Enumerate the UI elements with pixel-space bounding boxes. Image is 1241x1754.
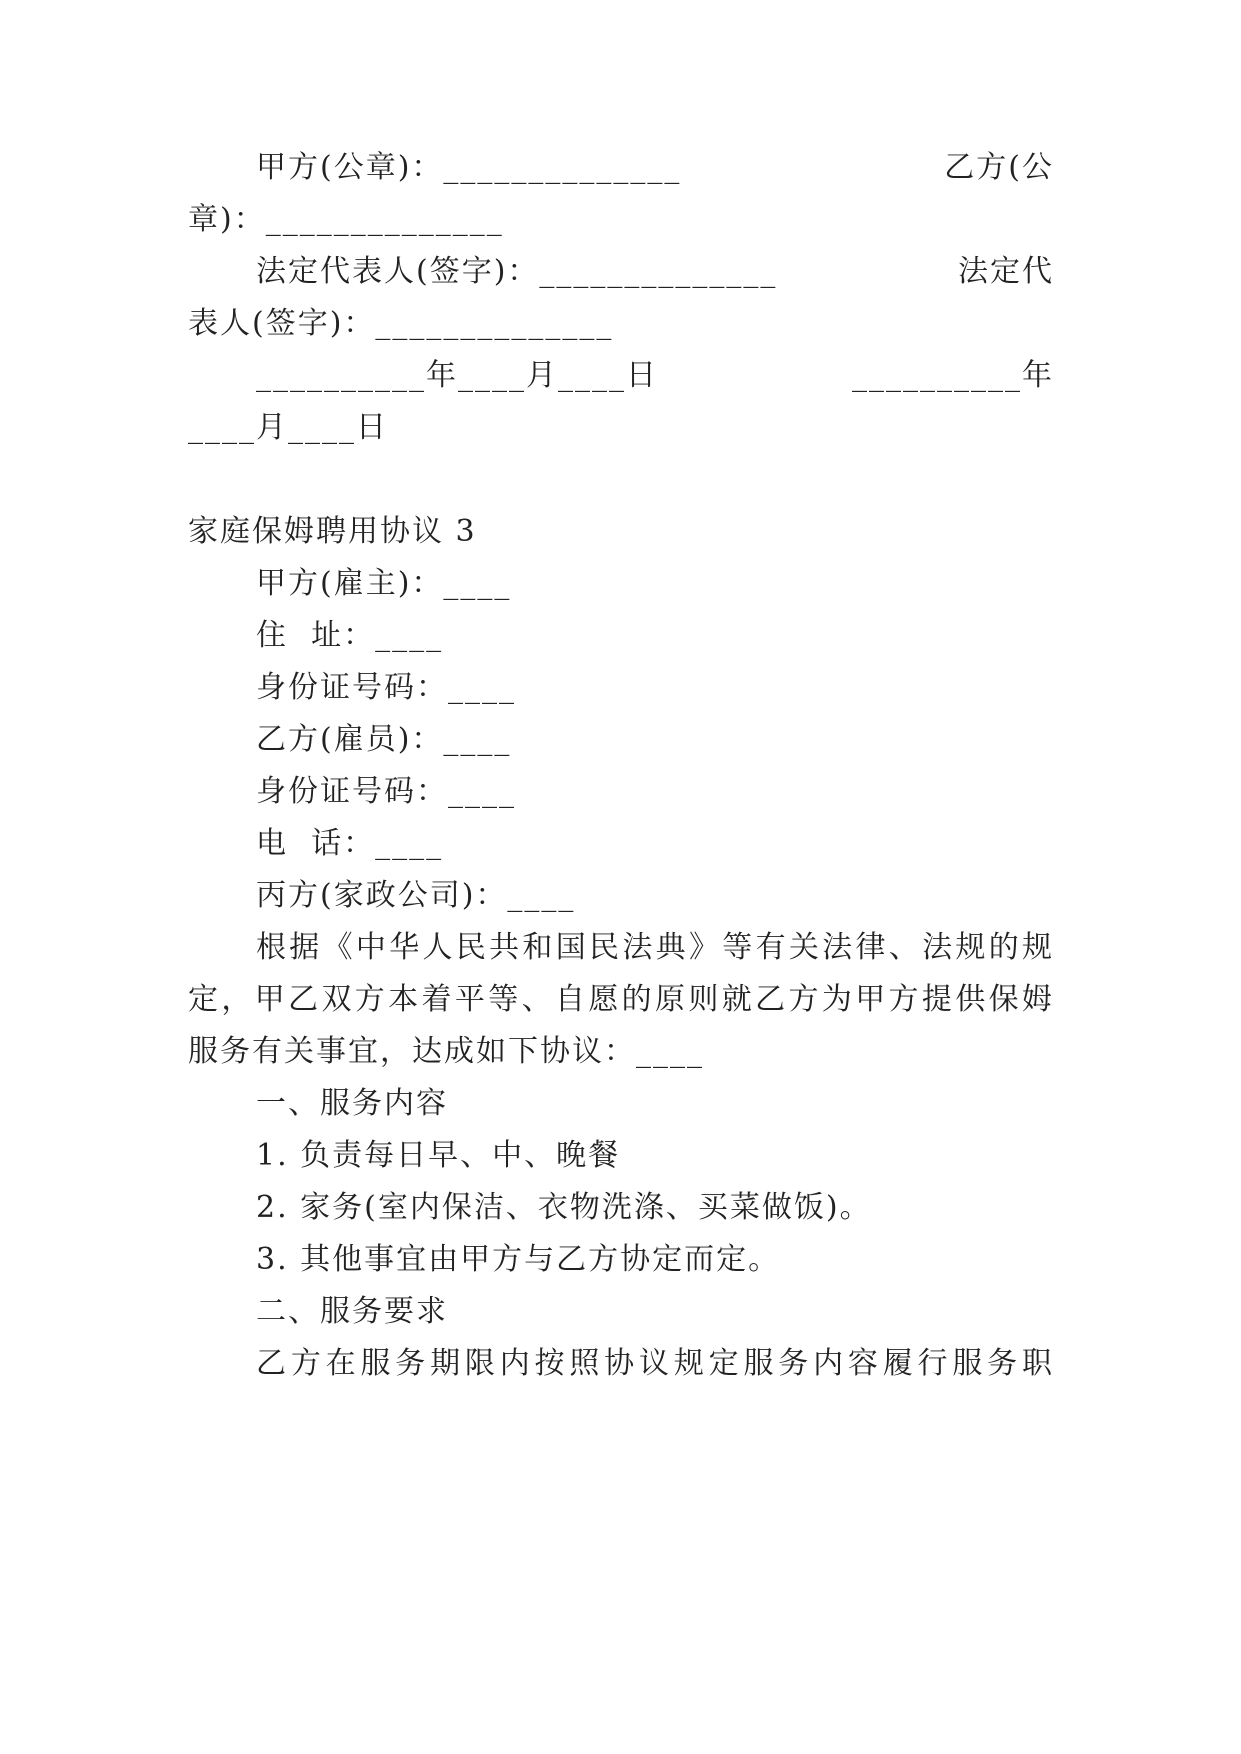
- service-item-2: 2. 家务(室内保洁、衣物洗涤、买菜做饭)。: [256, 1190, 872, 1225]
- party-b-rep-line-end: 表人(签字)：______________: [188, 306, 614, 341]
- requirements-line-1: 乙方在服务期限内按照协议规定服务内容履行服务职: [256, 1346, 1054, 1381]
- field-employee: 乙方(雇员)：____: [256, 722, 512, 757]
- party-a-date-line: __________年____月____日: [256, 358, 658, 393]
- preamble-line-1: 根据《中华人民共和国民法典》等有关法律、法规的规: [256, 930, 1054, 965]
- section-heading-service-requirements: 二、服务要求: [256, 1294, 448, 1329]
- preamble-line-3: 服务有关事宜，达成如下协议：____: [188, 1034, 704, 1069]
- field-employer: 甲方(雇主)：____: [256, 566, 512, 601]
- section-heading-service-content: 一、服务内容: [256, 1086, 448, 1121]
- party-b-seal-line-start: 乙方(公: [944, 150, 1054, 185]
- field-phone: 电 话：____: [256, 826, 444, 861]
- service-item-3: 3. 其他事宜由甲方与乙方协定而定。: [256, 1242, 781, 1277]
- party-a-rep-line: 法定代表人(签字)：______________: [256, 254, 778, 289]
- service-item-1: 1. 负责每日早、中、晚餐: [256, 1138, 621, 1173]
- field-agency: 丙方(家政公司)：____: [256, 878, 576, 913]
- preamble-line-2: 定，甲乙双方本着平等、自愿的原则就乙方为甲方提供保姆: [188, 982, 1054, 1017]
- party-a-seal-line: 甲方(公章)：______________: [256, 150, 682, 185]
- agreement-title: 家庭保姆聘用协议 3: [188, 514, 477, 549]
- party-b-date-line-start: __________年: [852, 358, 1054, 393]
- party-b-rep-line-start: 法定代: [958, 254, 1054, 289]
- field-address: 住 址：____: [256, 618, 444, 653]
- party-b-seal-line-end: 章)：______________: [188, 202, 504, 237]
- party-b-date-line-end: ____月____日: [188, 410, 388, 445]
- field-id-number-a: 身份证号码：____: [256, 670, 516, 705]
- field-id-number-b: 身份证号码：____: [256, 774, 516, 809]
